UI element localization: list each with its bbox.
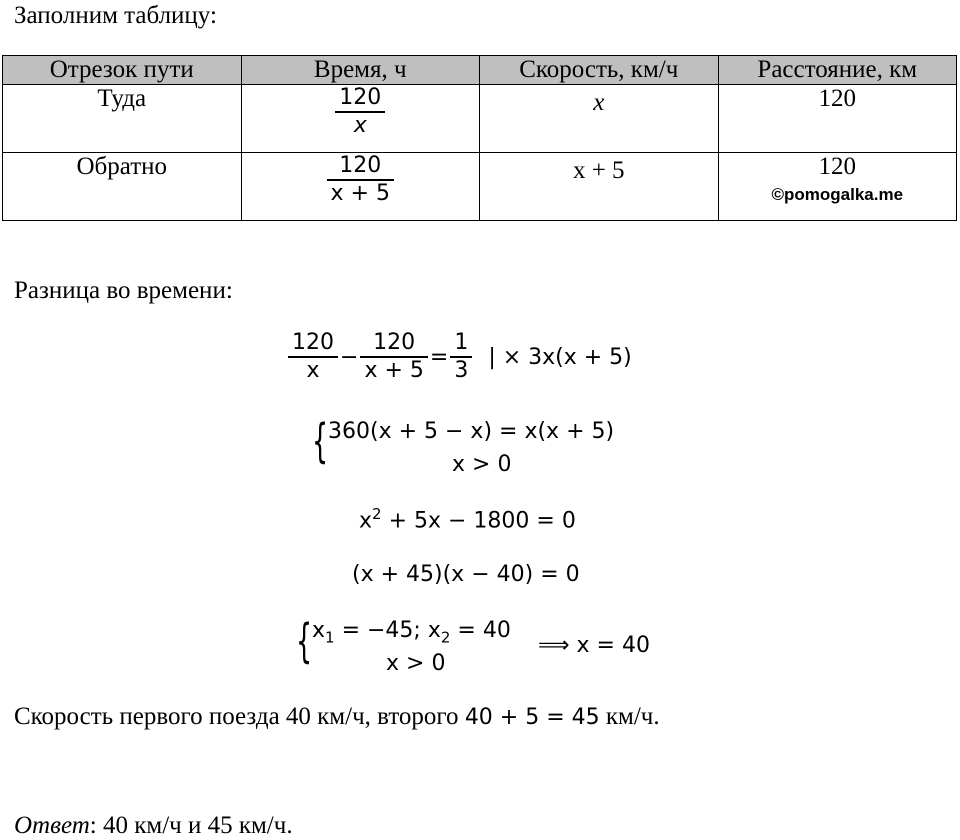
- table-row: [3, 153, 957, 221]
- cell-segment: Обратно: [3, 153, 242, 221]
- answer: Ответ: 40 км/ч и 45 км/ч.: [14, 812, 293, 839]
- speed-sentence: Скорость первого поезда 40 км/ч, второго 40 + 5 = 45 км/ч.: [14, 703, 660, 730]
- cell-distance: 120: [718, 85, 957, 153]
- brace-2: {: [296, 614, 313, 668]
- header-distance: Расстояние, км: [718, 56, 957, 85]
- cell-segment: Туда: [3, 85, 242, 153]
- header-speed: Скорость, км/ч: [480, 56, 719, 85]
- table-header-row: [3, 56, 957, 85]
- system-1-line-2: x > 0: [452, 452, 512, 477]
- table-row: [3, 85, 957, 153]
- watermark: ©pomogalka.me: [771, 185, 904, 204]
- header-time: Время, ч: [241, 56, 480, 85]
- system-1-line-1: 360(x + 5 − x) = x(x + 5): [328, 419, 615, 444]
- time-fraction: $\frac{120}{x + 5}$: [327, 153, 394, 207]
- intro-text: Заполним таблицу:: [14, 2, 217, 29]
- cell-distance: 120 ©pomogalka.me: [718, 153, 957, 221]
- fraction-3: $\frac{1}{3}$: [450, 330, 472, 384]
- equation-3: (x + 45)(x − 40) = 0: [352, 562, 580, 587]
- system-2-line-1: $x_1 = -45$; $x_2 = 40$: [312, 618, 511, 647]
- data-table: [2, 55, 957, 221]
- answer-label: Ответ: [14, 812, 90, 839]
- header-segment: Отрезок пути: [3, 56, 242, 85]
- equation-1: $\frac{120}{x}$ − $\frac{120}{x + 5}$ = $\frac{1}{3}$ | × 3x(x + 5): [288, 330, 632, 384]
- cell-time: [241, 85, 480, 153]
- brace-1: {: [312, 414, 329, 468]
- cell-speed: x: [480, 85, 719, 153]
- equation-2: $x^2 + 5x - 1800 = 0$: [359, 505, 576, 534]
- system-2-result: ⟹ x = 40: [538, 633, 650, 658]
- cell-time: [241, 153, 480, 221]
- diff-label: Разница во времени:: [14, 277, 233, 304]
- system-2-line-2: x > 0: [386, 651, 446, 676]
- fraction-1: $\frac{120}{x}$: [288, 330, 338, 384]
- fraction-2: $\frac{120}{x + 5}$: [360, 330, 427, 384]
- time-fraction: $\frac{120}{x}$: [335, 85, 385, 139]
- cell-speed: x + 5: [480, 153, 719, 221]
